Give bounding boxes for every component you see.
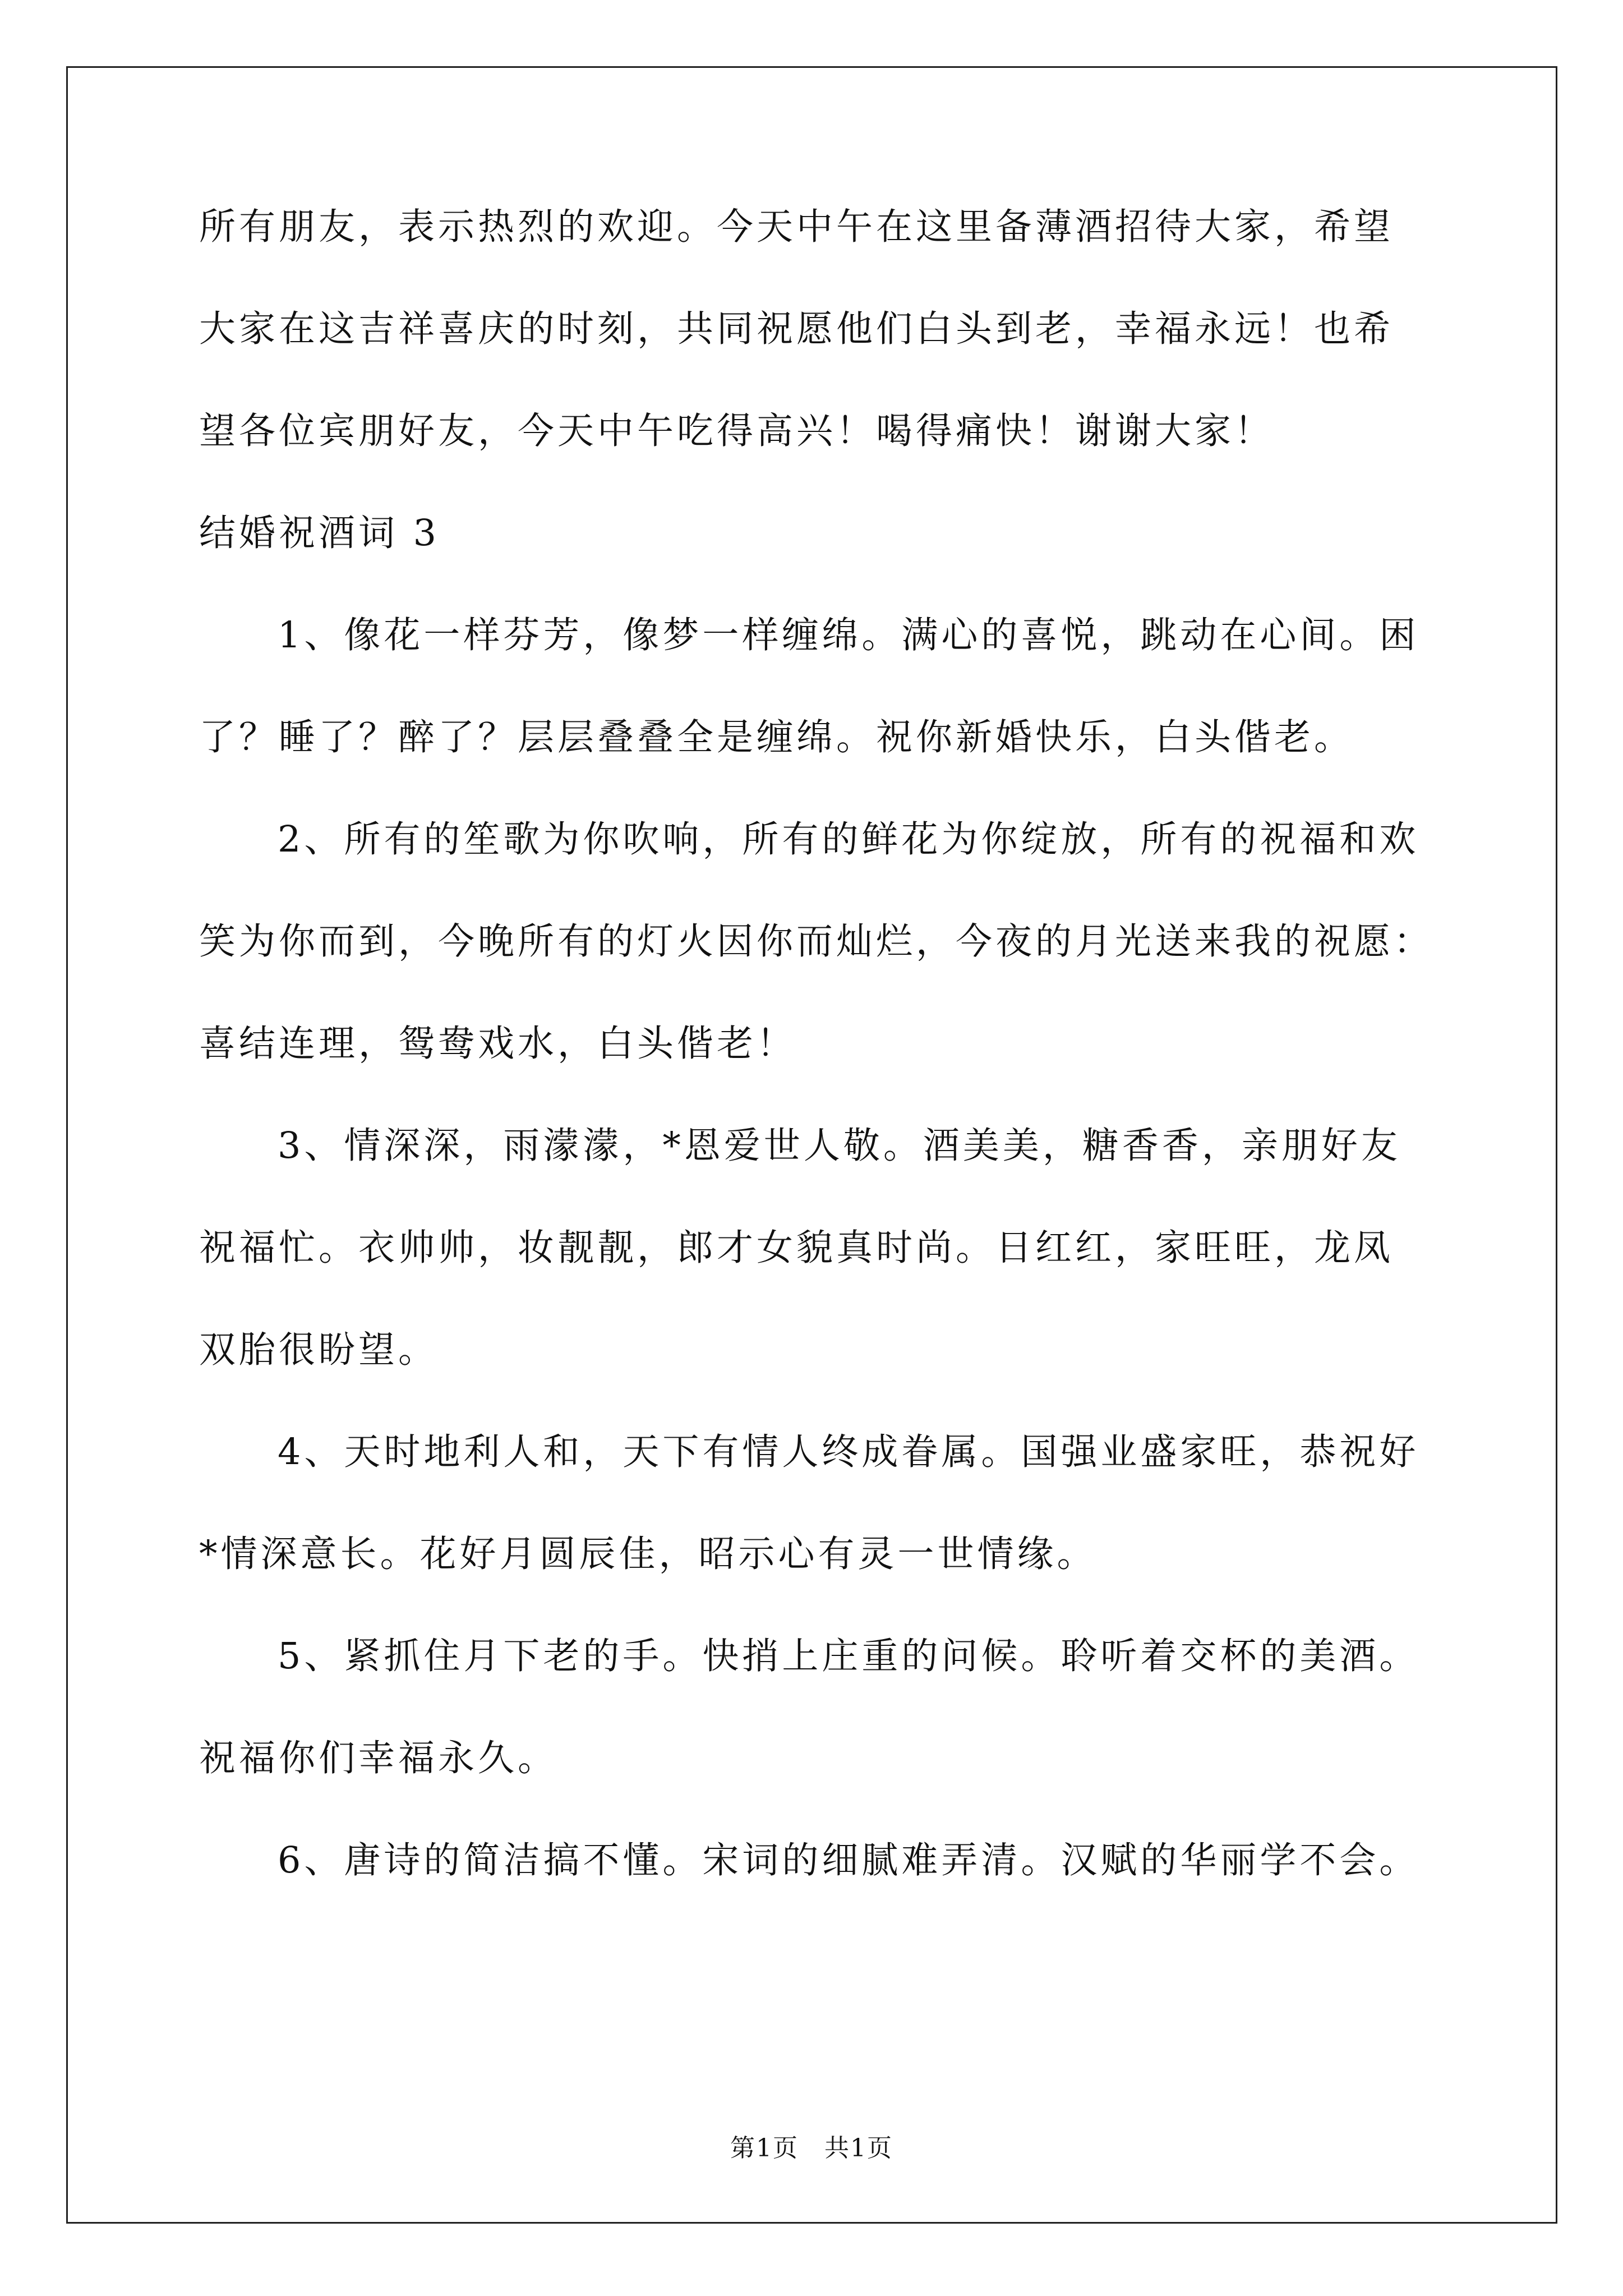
page-footer: 第1页 共1页 bbox=[730, 2134, 893, 2162]
document-body bbox=[199, 202, 1434, 1886]
paragraph-5-line-2: 祝福你们幸福永久。 bbox=[199, 1737, 558, 1779]
section-heading: 结婚祝酒词 3 bbox=[199, 512, 440, 554]
paragraph-2-line-2: 笑为你而到，今晚所有的灯火因你而灿烂，今夜的月光送来我的祝愿： bbox=[199, 921, 1434, 963]
text-line: 望各位宾朋好友，今天中午吃得高兴！喝得痛快！谢谢大家！ bbox=[199, 410, 1275, 452]
text-line: 所有朋友，表示热烈的欢迎。今天中午在这里备薄酒招待大家，希望 bbox=[199, 206, 1394, 248]
paragraph-4-line-2: *情深意长。花好月圆辰佳，昭示心有灵一世情缘。 bbox=[199, 1533, 1097, 1575]
paragraph-5-line-1: 5、紧抓住月下老的手。快捎上庄重的问候。聆听着交杯的美酒。 bbox=[278, 1635, 1419, 1677]
text-line: 大家在这吉祥喜庆的时刻，共同祝愿他们白头到老，幸福永远！也希 bbox=[199, 308, 1394, 350]
paragraph-4-line-1: 4、天时地利人和，天下有情人终成眷属。国强业盛家旺，恭祝好 bbox=[278, 1431, 1419, 1473]
paragraph-2-line-3: 喜结连理，鸳鸯戏水，白头偕老！ bbox=[199, 1023, 797, 1065]
paragraph-1-line-1: 1、像花一样芬芳，像梦一样缠绵。满心的喜悦，跳动在心间。困 bbox=[278, 614, 1419, 656]
paragraph-6-line-1: 6、唐诗的简洁搞不懂。宋词的细腻难弄清。汉赋的华丽学不会。 bbox=[278, 1839, 1419, 1881]
paragraph-3-line-3: 双胎很盼望。 bbox=[199, 1329, 439, 1371]
paragraph-3-line-2: 祝福忙。衣帅帅，妆靓靓，郎才女貌真时尚。日红红，家旺旺，龙凤 bbox=[199, 1227, 1394, 1269]
paragraph-1-line-2: 了？睡了？醉了？层层叠叠全是缠绵。祝你新婚快乐，白头偕老。 bbox=[199, 716, 1354, 758]
paragraph-3-line-1: 3、情深深，雨濛濛，*恩爱世人敬。酒美美，糖香香，亲朋好友 bbox=[278, 1125, 1401, 1167]
paragraph-2-line-1: 2、所有的笙歌为你吹响，所有的鲜花为你绽放，所有的祝福和欢 bbox=[278, 818, 1419, 861]
